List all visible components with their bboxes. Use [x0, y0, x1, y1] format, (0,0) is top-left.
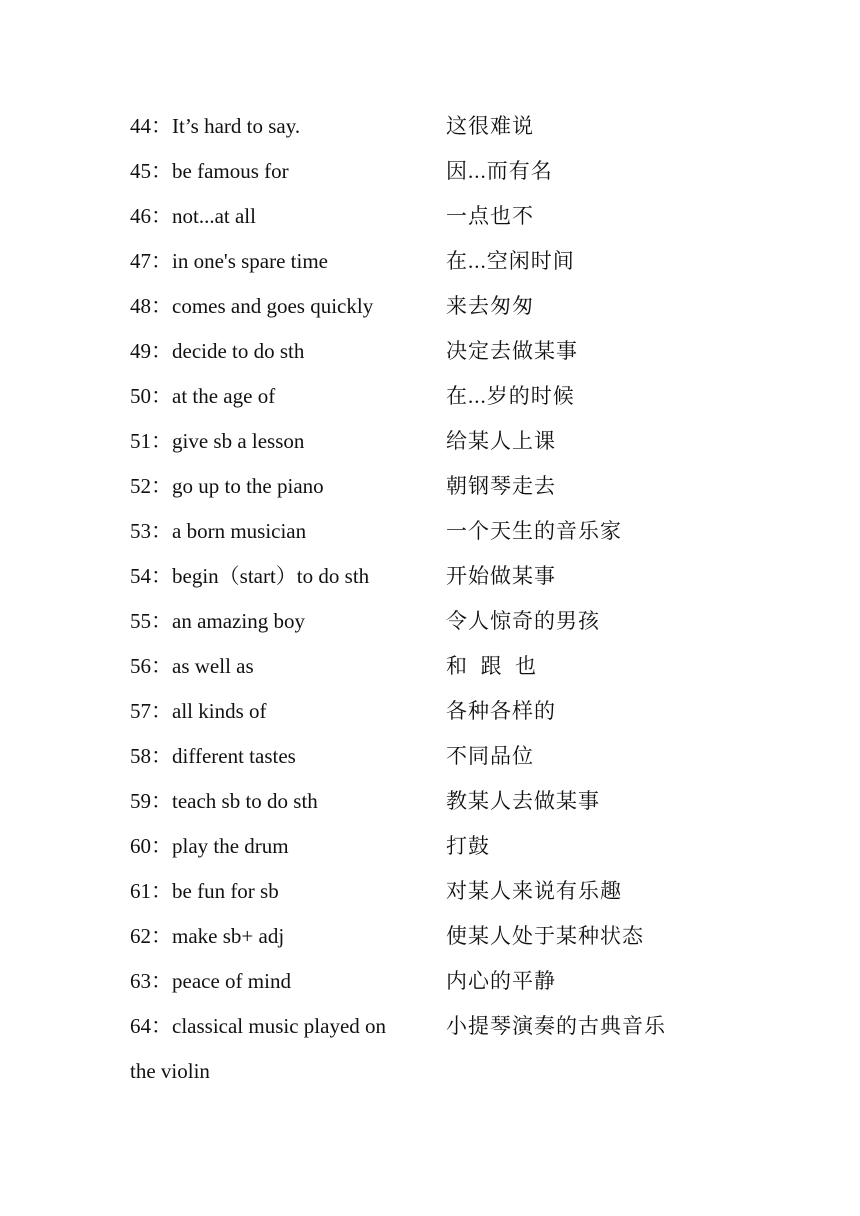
list-item [130, 824, 730, 869]
item-number: 60 ： [130, 834, 172, 858]
item-number: 45 ： [130, 159, 172, 183]
english-phrase [130, 284, 446, 329]
item-number: 44 ： [130, 114, 172, 138]
item-number: 53 ： [130, 519, 172, 543]
english-phrase [130, 869, 446, 914]
english-phrase [130, 689, 446, 734]
chinese-translation: 给某人上课 [446, 429, 556, 453]
list-item [130, 239, 730, 284]
chinese-translation: 不同品位 [446, 744, 534, 768]
english-phrase [130, 779, 446, 824]
list-item [130, 419, 730, 464]
list-item [130, 149, 730, 194]
item-number: 64 ： [130, 1014, 172, 1038]
item-number: 56 ： [130, 654, 172, 678]
chinese-translation: 在...空闲时间 [446, 249, 575, 273]
english-phrase [130, 374, 446, 419]
chinese-translation: 内心的平静 [446, 969, 556, 993]
chinese-translation: 开始做某事 [446, 564, 556, 588]
english-phrase [130, 824, 446, 869]
english-phrase [130, 329, 446, 374]
phrase-text: at the age of [172, 384, 276, 408]
phrase-text: It’s hard to say. [172, 114, 301, 138]
english-phrase [130, 194, 446, 239]
english-phrase [130, 239, 446, 284]
phrase-text: a born musician [172, 519, 307, 543]
phrase-text: comes and goes quickly [172, 294, 374, 318]
list-item [130, 869, 730, 914]
phrase-text: give sb a lesson [172, 429, 305, 453]
list-item [130, 914, 730, 959]
phrase-text: play the drum [172, 834, 289, 858]
chinese-translation: 决定去做某事 [446, 339, 578, 363]
phrase-text: different tastes [172, 744, 296, 768]
english-phrase [130, 644, 446, 689]
list-item [130, 194, 730, 239]
phrase-text: an amazing boy [172, 609, 305, 633]
item-number: 63 ： [130, 969, 172, 993]
list-item [130, 104, 730, 149]
list-item [130, 284, 730, 329]
list-item [130, 734, 730, 779]
english-phrase [130, 554, 446, 599]
phrase-text: in one's spare time [172, 249, 328, 273]
item-number: 48 ： [130, 294, 172, 318]
phrase-text: be fun for sb [172, 879, 279, 903]
item-number: 58 ： [130, 744, 172, 768]
english-phrase [130, 149, 446, 194]
english-phrase [130, 914, 446, 959]
phrase-text: classical music played on [172, 1014, 387, 1038]
phrase-text: be famous for [172, 159, 289, 183]
list-item [130, 464, 730, 509]
list-item [130, 509, 730, 554]
english-phrase [130, 959, 446, 1004]
list-item [130, 1004, 730, 1094]
list-item [130, 689, 730, 734]
english-phrase [130, 464, 446, 509]
chinese-translation: 和 跟 也 [446, 654, 537, 678]
english-phrase [130, 734, 446, 779]
list-item [130, 374, 730, 419]
phrase-text: as well as [172, 654, 254, 678]
item-number: 47 ： [130, 249, 172, 273]
phrase-text: decide to do sth [172, 339, 305, 363]
chinese-translation: 朝钢琴走去 [446, 474, 556, 498]
chinese-translation: 小提琴演奏的古典音乐 [446, 1014, 666, 1038]
english-phrase [130, 419, 446, 464]
english-phrase [130, 509, 446, 554]
chinese-translation: 打鼓 [446, 834, 490, 858]
item-number: 50 ： [130, 384, 172, 408]
phrase-list [130, 104, 730, 1094]
phrase-text: begin（start）to do sth [172, 564, 370, 588]
chinese-translation: 来去匆匆 [446, 294, 534, 318]
item-number: 46 ： [130, 204, 172, 228]
phrase-text: all kinds of [172, 699, 267, 723]
item-number: 52 ： [130, 474, 172, 498]
phrase-text: make sb+ adj [172, 924, 285, 948]
english-phrase [130, 599, 446, 644]
english-phrase [130, 104, 446, 149]
chinese-translation: 教某人去做某事 [446, 789, 600, 813]
chinese-translation: 令人惊奇的男孩 [446, 609, 600, 633]
list-item [130, 959, 730, 1004]
item-number: 49 ： [130, 339, 172, 363]
item-number: 57 ： [130, 699, 172, 723]
item-number: 54 ： [130, 564, 172, 588]
list-item [130, 599, 730, 644]
chinese-translation: 对某人来说有乐趣 [446, 879, 622, 903]
list-item [130, 554, 730, 599]
list-item [130, 644, 730, 689]
list-item [130, 329, 730, 374]
item-number: 51 ： [130, 429, 172, 453]
list-item [130, 779, 730, 824]
chinese-translation: 这很难说 [446, 114, 534, 138]
phrase-text: not...at all [172, 204, 256, 228]
chinese-translation: 使某人处于某种状态 [446, 924, 644, 948]
item-number: 61 ： [130, 879, 172, 903]
chinese-translation: 一点也不 [446, 204, 534, 228]
chinese-translation: 在...岁的时候 [446, 384, 575, 408]
phrase-text-continued: the violin [130, 1059, 210, 1083]
item-number: 55 ： [130, 609, 172, 633]
phrase-text: peace of mind [172, 969, 291, 993]
phrase-text: go up to the piano [172, 474, 324, 498]
english-phrase [130, 1004, 446, 1094]
item-number: 62 ： [130, 924, 172, 948]
item-number: 59 ： [130, 789, 172, 813]
phrase-text: teach sb to do sth [172, 789, 318, 813]
chinese-translation: 因...而有名 [446, 159, 553, 183]
chinese-translation: 各种各样的 [446, 699, 556, 723]
chinese-translation: 一个天生的音乐家 [446, 519, 622, 543]
